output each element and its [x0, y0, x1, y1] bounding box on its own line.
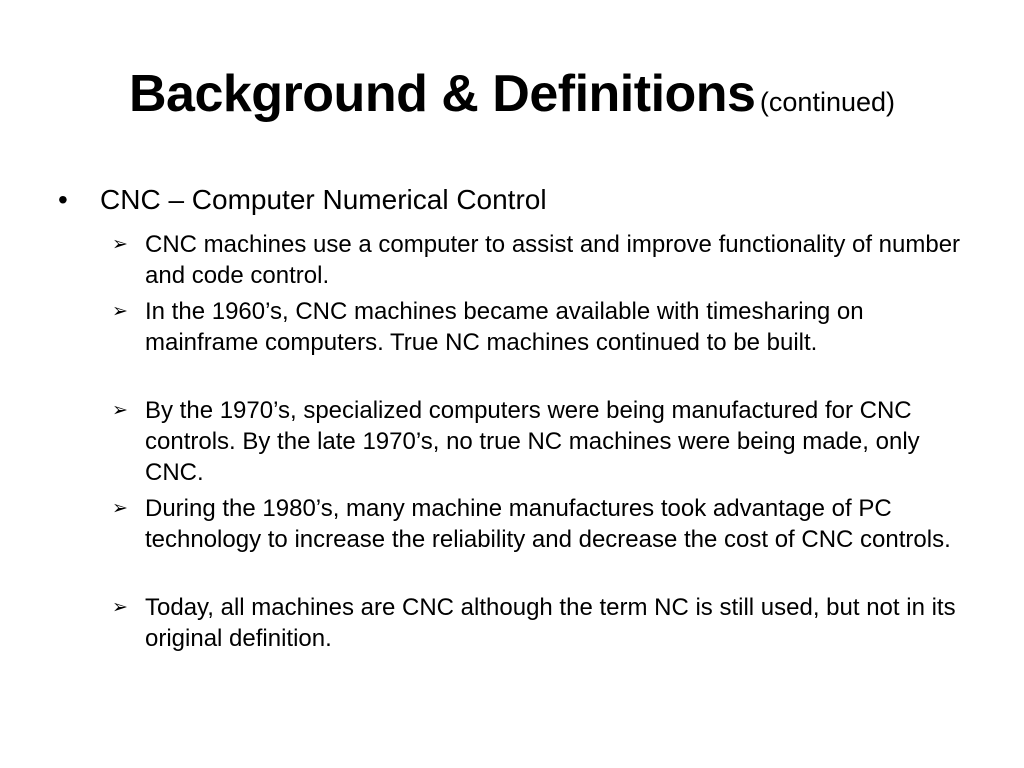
arrow-bullet-icon: ➢ — [112, 233, 128, 255]
arrow-bullet-icon: ➢ — [112, 399, 128, 421]
bullet-dot-icon: • — [58, 184, 68, 215]
slide-title-suffix: (continued) — [759, 87, 896, 117]
bullet-text: CNC – Computer Numerical Control — [100, 184, 547, 215]
sub-bullet-text: During the 1980’s, many machine manufactures took advantage of PC technology to increase the reliability and decrease the cost of CNC controls. — [145, 495, 951, 553]
sub-bullet-text: Today, all machines are CNC although the term NC is still used, but not in its original definition. — [145, 594, 956, 652]
sub-bullet-text: CNC machines use a computer to assist and improve functionality of number and code control. — [145, 231, 961, 289]
arrow-bullet-icon: ➢ — [112, 300, 128, 322]
arrow-bullet-icon: ➢ — [112, 497, 128, 519]
slide-title-main: Background & Definitions — [128, 65, 756, 123]
sub-bullet-text: By the 1970’s, specialized computers were being manufactured for CNC controls. By the late 1970’s, no true NC machines were being made, only CNC. — [145, 397, 920, 486]
arrow-bullet-icon: ➢ — [112, 596, 128, 618]
sub-bullet-text: In the 1960’s, CNC machines became available with timesharing on mainframe computers. True NC machines continued to be built. — [145, 298, 864, 356]
